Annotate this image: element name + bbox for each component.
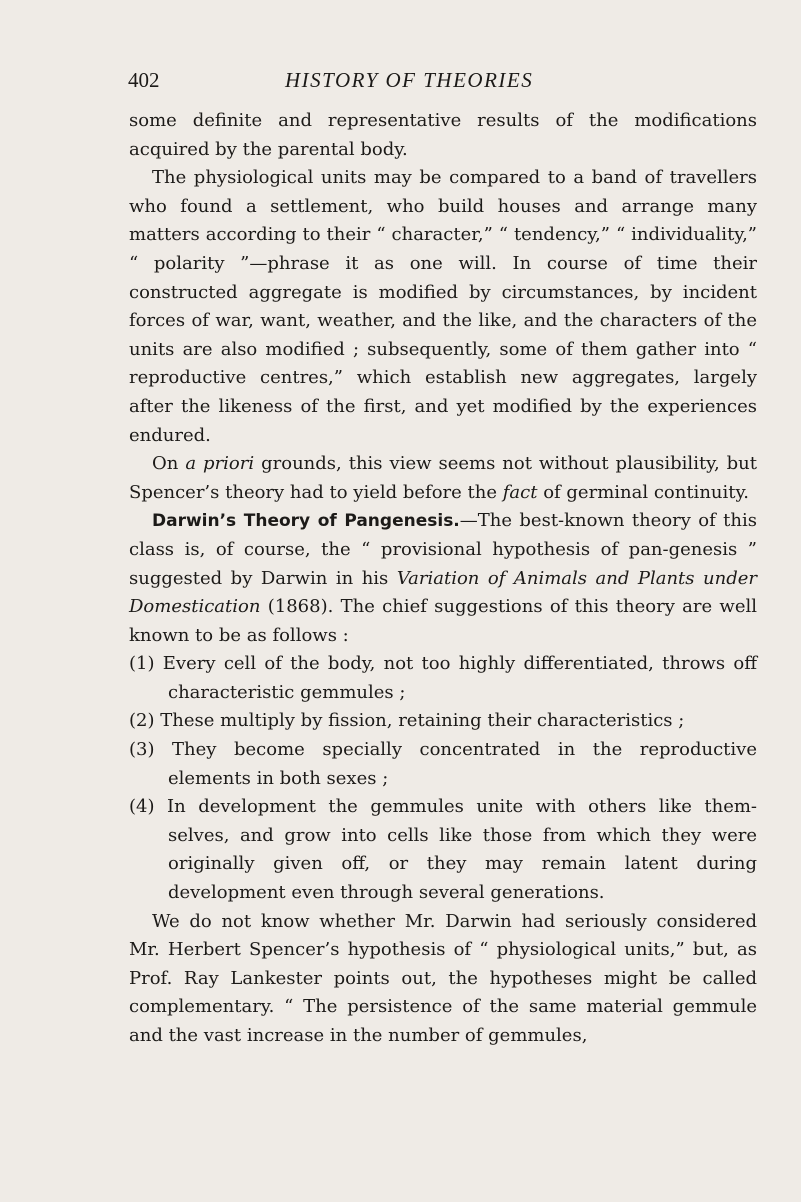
list-number: (1) <box>129 653 155 675</box>
body-text <box>129 107 757 1051</box>
a-priori-text: grounds, this view seems not without plausibility, but Spencer’s theory had to yield before the <box>129 453 757 503</box>
list-item <box>129 650 757 707</box>
paragraph-continuation: some definite and representative results of the modifications acquired by the parental body. <box>129 110 757 160</box>
pangenesis-text: —The best-known theory of this class is, of course, the “ provisional hypothesis of pan-genesis ” suggested by Darwin in his <box>129 510 757 589</box>
on-word: On <box>152 453 179 475</box>
pangenesis-text-end: (1868). The chief suggestions of this theory are well known to be as follows : <box>129 596 757 646</box>
list-number: (3) <box>129 739 155 761</box>
paragraph-physiological-units: The physiological units may be compared to a band of travellers who found a settlement, who build houses and arrange many matters according to their “ character,” “ tendency,” “ individuality,” “ polarity ”—phrase it as one will. In course of time their constructed aggregate is modified by circumstances, by incident forces of war, want, weather, and the like, and the characters of the units are also modified ; subsequently, some of them gather into “ reproductive centres,” which establish new aggregates, largely after the likeness of the first, and yet modified by the experiences endured. <box>129 167 757 446</box>
list-item <box>129 736 757 793</box>
list-text: These multiply by fission, retaining their characteristics ; <box>160 710 685 732</box>
list-item <box>129 707 757 736</box>
list-text: In development the gemmules unite with others like them-selves, and grow into cells like those from which they were originally given off, or they may remain latent during development even through several generations. <box>167 796 757 904</box>
section-heading: Darwin’s Theory of Pangenesis. <box>152 511 460 532</box>
a-priori-term: a priori <box>185 453 255 475</box>
list-number: (2) <box>129 710 155 732</box>
list-text: They become specially concentrated in the reproductive elements in both sexes ; <box>168 739 757 789</box>
list-text: Every cell of the body, not too highly differentiated, throws off characteristic gemmules ; <box>162 653 757 703</box>
fact-term: fact <box>502 481 538 503</box>
running-head: HISTORY OF THEORIES <box>285 68 534 92</box>
paragraph-spencer: We do not know whether Mr. Darwin had seriously considered Mr. Herbert Spencer’s hypothesis of “ physiological units,” but, as Prof. Ray Lankester points out, the hypotheses might be called complementary. “ The persistence of the same material gemmule and the vast increase in the number of gemmules, <box>129 910 757 1046</box>
page-header <box>128 68 756 98</box>
page-number: 402 <box>128 68 160 92</box>
paragraph-a-priori <box>129 450 757 507</box>
a-priori-end: of germinal continuity. <box>543 481 749 503</box>
list-number: (4) <box>129 796 155 818</box>
list-item <box>129 793 757 907</box>
book-title: Variation of Animals and Plants under Domestication <box>129 567 757 618</box>
paragraph-pangenesis <box>129 507 757 650</box>
